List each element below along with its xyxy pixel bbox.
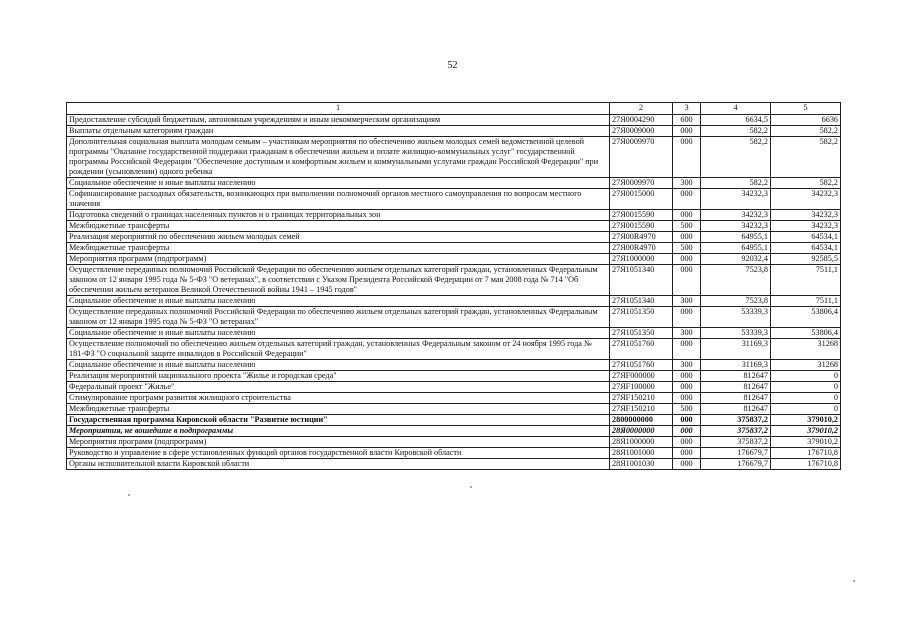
row-code-cell: 27Я1051760	[610, 339, 673, 360]
row-value-2024-cell: 7511,1	[771, 265, 841, 296]
row-expense-type-cell: 000	[673, 339, 701, 360]
header-cell: 3	[673, 103, 701, 115]
row-value-2023-cell: 375837,2	[701, 415, 771, 426]
row-value-2023-cell: 64955,1	[701, 232, 771, 243]
row-name-cell: Межбюджетные трансферты	[67, 221, 610, 232]
row-code-cell: 27Я1000000	[610, 254, 673, 265]
row-code-cell: 27Я00R4970	[610, 243, 673, 254]
row-code-cell: 27Я0015000	[610, 189, 673, 210]
table-row	[67, 339, 841, 360]
row-expense-type-cell: 300	[673, 360, 701, 371]
row-value-2023-cell: 812647	[701, 371, 771, 382]
budget-table	[66, 102, 841, 470]
row-code-cell: 27Я1051350	[610, 307, 673, 328]
row-expense-type-cell: 500	[673, 404, 701, 415]
row-expense-type-cell: 000	[673, 232, 701, 243]
row-expense-type-cell: 300	[673, 178, 701, 189]
row-value-2024-cell: 31268	[771, 339, 841, 360]
table-row	[67, 137, 841, 178]
table-row	[67, 232, 841, 243]
row-code-cell: 27Я0009970	[610, 178, 673, 189]
row-value-2024-cell: 582,2	[771, 137, 841, 178]
row-code-cell: 28Я1001030	[610, 459, 673, 470]
row-value-2024-cell: 582,2	[771, 178, 841, 189]
row-code-cell: 27Я1051760	[610, 360, 673, 371]
row-expense-type-cell: 000	[673, 437, 701, 448]
row-value-2024-cell: 34232,3	[771, 221, 841, 232]
row-value-2023-cell: 176679,7	[701, 448, 771, 459]
row-expense-type-cell: 000	[673, 426, 701, 437]
row-code-cell: 27Я0009000	[610, 126, 673, 137]
row-value-2024-cell: 64534,1	[771, 243, 841, 254]
scan-speck	[853, 580, 855, 582]
row-expense-type-cell: 000	[673, 371, 701, 382]
row-value-2024-cell: 379010,2	[771, 415, 841, 426]
row-name-cell: Государственная программа Кировской области "Развитие юстиции"	[67, 415, 610, 426]
row-code-cell: 27Я1051350	[610, 328, 673, 339]
row-expense-type-cell: 500	[673, 243, 701, 254]
row-name-cell: Софинансирование расходных обязательств, возникающих при выполнении полномочий органов местного самоуправления по вопросам местного значения	[67, 189, 610, 210]
table-row	[67, 404, 841, 415]
row-value-2024-cell: 379010,2	[771, 437, 841, 448]
row-name-cell: Социальное обеспечение и иные выплаты населению	[67, 296, 610, 307]
row-value-2023-cell: 812647	[701, 393, 771, 404]
table-row	[67, 296, 841, 307]
row-expense-type-cell: 000	[673, 189, 701, 210]
row-expense-type-cell: 600	[673, 115, 701, 126]
row-code-cell: 27ЯF000000	[610, 371, 673, 382]
row-expense-type-cell: 000	[673, 393, 701, 404]
row-name-cell: Стимулирование программ развития жилищного строительства	[67, 393, 610, 404]
row-value-2023-cell: 176679,7	[701, 459, 771, 470]
table-row	[67, 448, 841, 459]
header-cell: 5	[771, 103, 841, 115]
row-code-cell: 28Я1000000	[610, 437, 673, 448]
table-row	[67, 254, 841, 265]
row-value-2023-cell: 582,2	[701, 137, 771, 178]
row-value-2023-cell: 375837,2	[701, 426, 771, 437]
row-value-2024-cell: 0	[771, 393, 841, 404]
header-row	[67, 103, 841, 115]
row-name-cell: Социальное обеспечение и иные выплаты населению	[67, 360, 610, 371]
row-name-cell: Выплаты отдельным категориям граждан	[67, 126, 610, 137]
row-name-cell: Межбюджетные трансферты	[67, 243, 610, 254]
row-value-2024-cell: 0	[771, 404, 841, 415]
table-row	[67, 126, 841, 137]
row-name-cell: Мероприятия, не вошедшие в подпрограммы	[67, 426, 610, 437]
row-value-2023-cell: 34232,3	[701, 189, 771, 210]
row-value-2024-cell: 31268	[771, 360, 841, 371]
row-expense-type-cell: 300	[673, 296, 701, 307]
table-row	[67, 415, 841, 426]
row-value-2023-cell: 53339,3	[701, 328, 771, 339]
row-value-2023-cell: 7523,8	[701, 296, 771, 307]
row-code-cell: 27ЯF150210	[610, 404, 673, 415]
row-value-2024-cell: 6636	[771, 115, 841, 126]
row-value-2023-cell: 64955,1	[701, 243, 771, 254]
table-row	[67, 221, 841, 232]
scan-speck	[470, 486, 472, 488]
table-row	[67, 307, 841, 328]
row-expense-type-cell: 000	[673, 448, 701, 459]
row-value-2024-cell: 0	[771, 371, 841, 382]
row-name-cell: Федеральный проект "Жилье"	[67, 382, 610, 393]
header-cell: 1	[67, 103, 610, 115]
row-value-2024-cell: 53806,4	[771, 307, 841, 328]
row-value-2024-cell: 34232,3	[771, 210, 841, 221]
table-row	[67, 178, 841, 189]
row-expense-type-cell: 000	[673, 210, 701, 221]
row-value-2024-cell: 379010,2	[771, 426, 841, 437]
row-value-2023-cell: 92032,4	[701, 254, 771, 265]
row-name-cell: Осуществление полномочий по обеспечению жильем отдельных категорий граждан, установленных Федеральным законом от 24 ноября 1995 года № 181-ФЗ "О социальной защите инвалидов в Российской Федерации"	[67, 339, 610, 360]
table-row	[67, 426, 841, 437]
row-name-cell: Предоставление субсидий бюджетным, автономным учреждениям и иным некоммерческим организациям	[67, 115, 610, 126]
row-expense-type-cell: 000	[673, 254, 701, 265]
scan-speck	[128, 494, 130, 496]
row-value-2023-cell: 582,2	[701, 126, 771, 137]
header-cell: 4	[701, 103, 771, 115]
row-value-2023-cell: 31169,3	[701, 339, 771, 360]
row-value-2023-cell: 34232,3	[701, 210, 771, 221]
row-expense-type-cell: 300	[673, 328, 701, 339]
header-cell: 2	[610, 103, 673, 115]
row-code-cell: 27Я0015590	[610, 221, 673, 232]
row-value-2024-cell: 64534,1	[771, 232, 841, 243]
row-expense-type-cell: 000	[673, 307, 701, 328]
row-value-2024-cell: 582,2	[771, 126, 841, 137]
page-number: 52	[447, 60, 458, 71]
row-value-2023-cell: 582,2	[701, 178, 771, 189]
row-name-cell: Осуществление переданных полномочий Российской Федерации по обеспечению жильем отдельных категорий граждан, установленных Федеральным законом от 12 января 1995 года № 5-ФЗ "О ветеранах", в соответствии с Указом Президента Российской Федерации от 7 мая 2008 года № 714 "Об обеспечении жильем ветеранов Великой Отечественной войны 1941 – 1945 годов"	[67, 265, 610, 296]
row-name-cell: Подготовка сведений о границах населенных пунктов и о границах территориальных зон	[67, 210, 610, 221]
row-name-cell: Осуществление переданных полномочий Российской Федерации по обеспечению жильем отдельных категорий граждан, установленных Федеральным законом от 12 января 1995 года № 5-ФЗ "О ветеранах"	[67, 307, 610, 328]
table-row	[67, 115, 841, 126]
row-name-cell: Социальное обеспечение и иные выплаты населению	[67, 328, 610, 339]
row-value-2024-cell: 7511,1	[771, 296, 841, 307]
row-name-cell: Реализация мероприятий национального проекта "Жилье и городская среда"	[67, 371, 610, 382]
row-expense-type-cell: 000	[673, 459, 701, 470]
row-value-2023-cell: 34232,3	[701, 221, 771, 232]
row-value-2023-cell: 31169,3	[701, 360, 771, 371]
row-code-cell: 27Я0009970	[610, 137, 673, 178]
row-expense-type-cell: 000	[673, 415, 701, 426]
row-value-2023-cell: 812647	[701, 382, 771, 393]
row-code-cell: 27Я1051340	[610, 296, 673, 307]
row-name-cell: Дополнительная социальная выплата молодым семьям – участникам мероприятия по обеспечению жильем молодых семей ведомственной целевой программы "Оказание государственной поддержки гражданам в обеспечении жильем и оплате жилищно-коммунальных услуг" государственной программы Российской Федерации "Обеспечение доступным и комфортным жильем и коммунальными услугами граждан Российской Федерации" при рождении (усыновлении) одного ребенка	[67, 137, 610, 178]
row-name-cell: Реализация мероприятий по обеспечению жильем молодых семей	[67, 232, 610, 243]
table-row	[67, 371, 841, 382]
row-code-cell: 27Я0015590	[610, 210, 673, 221]
table-row	[67, 393, 841, 404]
table-row	[67, 189, 841, 210]
table-row	[67, 265, 841, 296]
table-row	[67, 243, 841, 254]
table-row	[67, 328, 841, 339]
table-row	[67, 437, 841, 448]
row-value-2023-cell: 812647	[701, 404, 771, 415]
row-expense-type-cell: 000	[673, 382, 701, 393]
row-code-cell: 2800000000	[610, 415, 673, 426]
row-name-cell: Органы исполнительной власти Кировской области	[67, 459, 610, 470]
row-expense-type-cell: 000	[673, 126, 701, 137]
row-value-2024-cell: 176710,8	[771, 448, 841, 459]
row-name-cell: Мероприятия программ (подпрограмм)	[67, 437, 610, 448]
row-code-cell: 27Я1051340	[610, 265, 673, 296]
row-value-2023-cell: 6634,5	[701, 115, 771, 126]
row-value-2024-cell: 92585,5	[771, 254, 841, 265]
row-name-cell: Мероприятия программ (подпрограмм)	[67, 254, 610, 265]
row-code-cell: 28Я1001000	[610, 448, 673, 459]
row-expense-type-cell: 000	[673, 137, 701, 178]
row-value-2024-cell: 176710,8	[771, 459, 841, 470]
row-code-cell: 27ЯF150210	[610, 393, 673, 404]
row-name-cell: Социальное обеспечение и иные выплаты населению	[67, 178, 610, 189]
row-value-2023-cell: 7523,8	[701, 265, 771, 296]
row-expense-type-cell: 000	[673, 265, 701, 296]
row-value-2024-cell: 0	[771, 382, 841, 393]
row-code-cell: 27Я00R4970	[610, 232, 673, 243]
row-code-cell: 27ЯF100000	[610, 382, 673, 393]
row-expense-type-cell: 500	[673, 221, 701, 232]
row-value-2024-cell: 53806,4	[771, 328, 841, 339]
row-value-2023-cell: 53339,3	[701, 307, 771, 328]
row-code-cell: 27Я0004290	[610, 115, 673, 126]
table-row	[67, 360, 841, 371]
table-row	[67, 382, 841, 393]
row-name-cell: Межбюджетные трансферты	[67, 404, 610, 415]
row-code-cell: 28Я0000000	[610, 426, 673, 437]
row-value-2024-cell: 34232,3	[771, 189, 841, 210]
table-row	[67, 459, 841, 470]
table-row	[67, 210, 841, 221]
row-name-cell: Руководство и управление в сфере установленных функций органов государственной власти Кировской области	[67, 448, 610, 459]
row-value-2023-cell: 375837,2	[701, 437, 771, 448]
